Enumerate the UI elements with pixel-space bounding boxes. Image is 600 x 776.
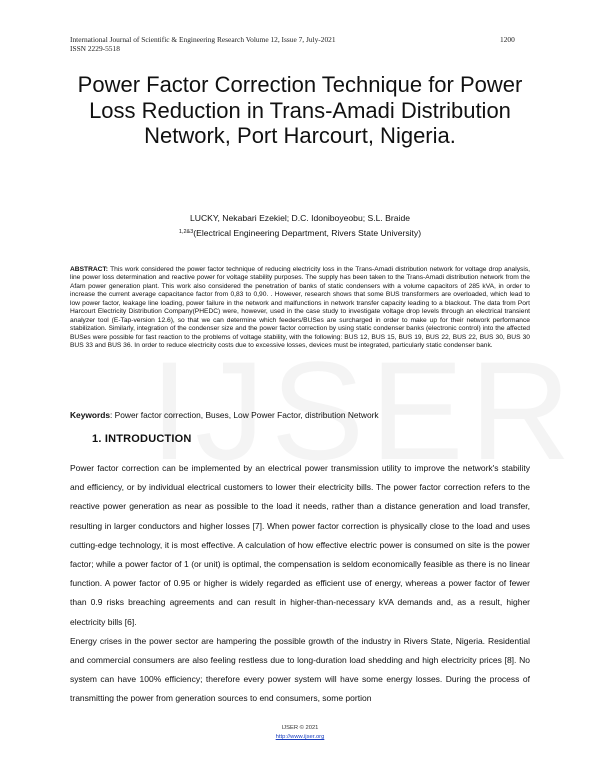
abstract-text: This work considered the power factor technique of reducing electricity loss in the Trans-Amadi distribution network for voltage drop analysis, line power loss determination and reactive power for voltage stability purposes. The supply has been taken to the Trans-Amadi distribution network from the Afam power generation plant. This work also considered the penetration of banks of static condensers with a volume capacitors of 285 kVA, in order to increase the current average capacitance factor from 0,83 to 0,90. . However, research shows that some BUS transformers are overloaded, which lead to low power factor, leakage line loading, power failure in the network and malfunctions in network transfer capacity leading to a blackout. The data from Port Harcourt Electricity Distribution Company(PHEDC) were, however, used in the case study to investigate voltage drop levels through an electrical transient analyzer tool (E-Tap-version 12.6), so that we can determine which feeders/BUSes are surcharged in order to make up for their network performance stabilization. Similarly, integration of the condenser size and the power factor correction by using static condenser banks (electronic control) into the affected BUSes were possible for fast reaction to the problems of voltage stability, with the following: BUS 12, BUS 15, BUS 19, BUS 22, BUS 22, BUS 30, BUS 30 BUS 33 and BUS 36. In order to reduce electricity costs due to excessive losses, devices must be integrated, particularly static condenser bank. — [70, 266, 530, 350]
keywords-label: Keywords — [70, 410, 111, 420]
abstract-label: ABSTRACT: — [70, 266, 108, 273]
affiliation — [70, 228, 530, 238]
footer-link[interactable]: http://www.ijser.org — [275, 734, 325, 740]
journal-header: International Journal of Scientific & Engineering Research Volume 12, Issue 7, July-2021 — [70, 35, 336, 44]
keywords — [70, 410, 530, 420]
affiliation-superscript: 1,2&3 — [178, 229, 194, 235]
page-number: 1200 — [500, 35, 515, 44]
body-paragraph-1: Power factor correction can be implemented by an electrical power transmission utility to improve the network's stability and efficiency, or by individual electrical customers to lower their electricity bills. The power factor correction refers to the reactive power generation as near as possible to the load it needs, rather than a distance generation and load transfer, resulting in larger conductors and higher losses [7]. When power factor correction is physically close to the load and uses cutting-edge technology, it is most effective. A calculation of how effective electric power is consumed on site is the power factor; while a power factor of 1 (or unit) is optimal, the compensation is seldom economically feasible as there is no linear function. A power factor of 0.95 or higher is widely regarded as efficient use of energy, whereas a power factor of fewer than 0.9 risks breaching agreements and can result in higher-than-necessary kVA demands and, as a result, higher electricity bills [6]. — [70, 463, 530, 627]
issn-label: ISSN 2229-5518 — [70, 44, 120, 53]
footer-copyright: IJSER © 2021 — [281, 725, 319, 731]
keywords-text: : Power factor correction, Buses, Low Power Factor, distribution Network — [110, 410, 379, 420]
section-heading-introduction: 1. INTRODUCTION — [92, 433, 192, 445]
author-list: LUCKY, Nekabari Ezekiel; D.C. Idoniboyeobu; S.L. Braide — [189, 213, 411, 223]
affiliation-text: (Electrical Engineering Department, Rivers State University) — [193, 228, 422, 238]
body-paragraph-2: Energy crises in the power sector are hampering the possible growth of the industry in Rivers State, Nigeria. Residential and commercial consumers are also feeling restless due to long-duration load shedding and high electricity prices [8]. No system can have 100% efficiency; therefore every power system will have some energy losses. During the process of transmitting the power from generation sources to end consumers, some portion — [70, 635, 530, 704]
paper-title: Power Factor Correction Technique for Power Loss Reduction in Trans-Amadi Distribution Network, Port Harcourt, Nigeria. — [77, 72, 523, 148]
abstract — [70, 266, 530, 351]
body-text — [70, 459, 530, 709]
